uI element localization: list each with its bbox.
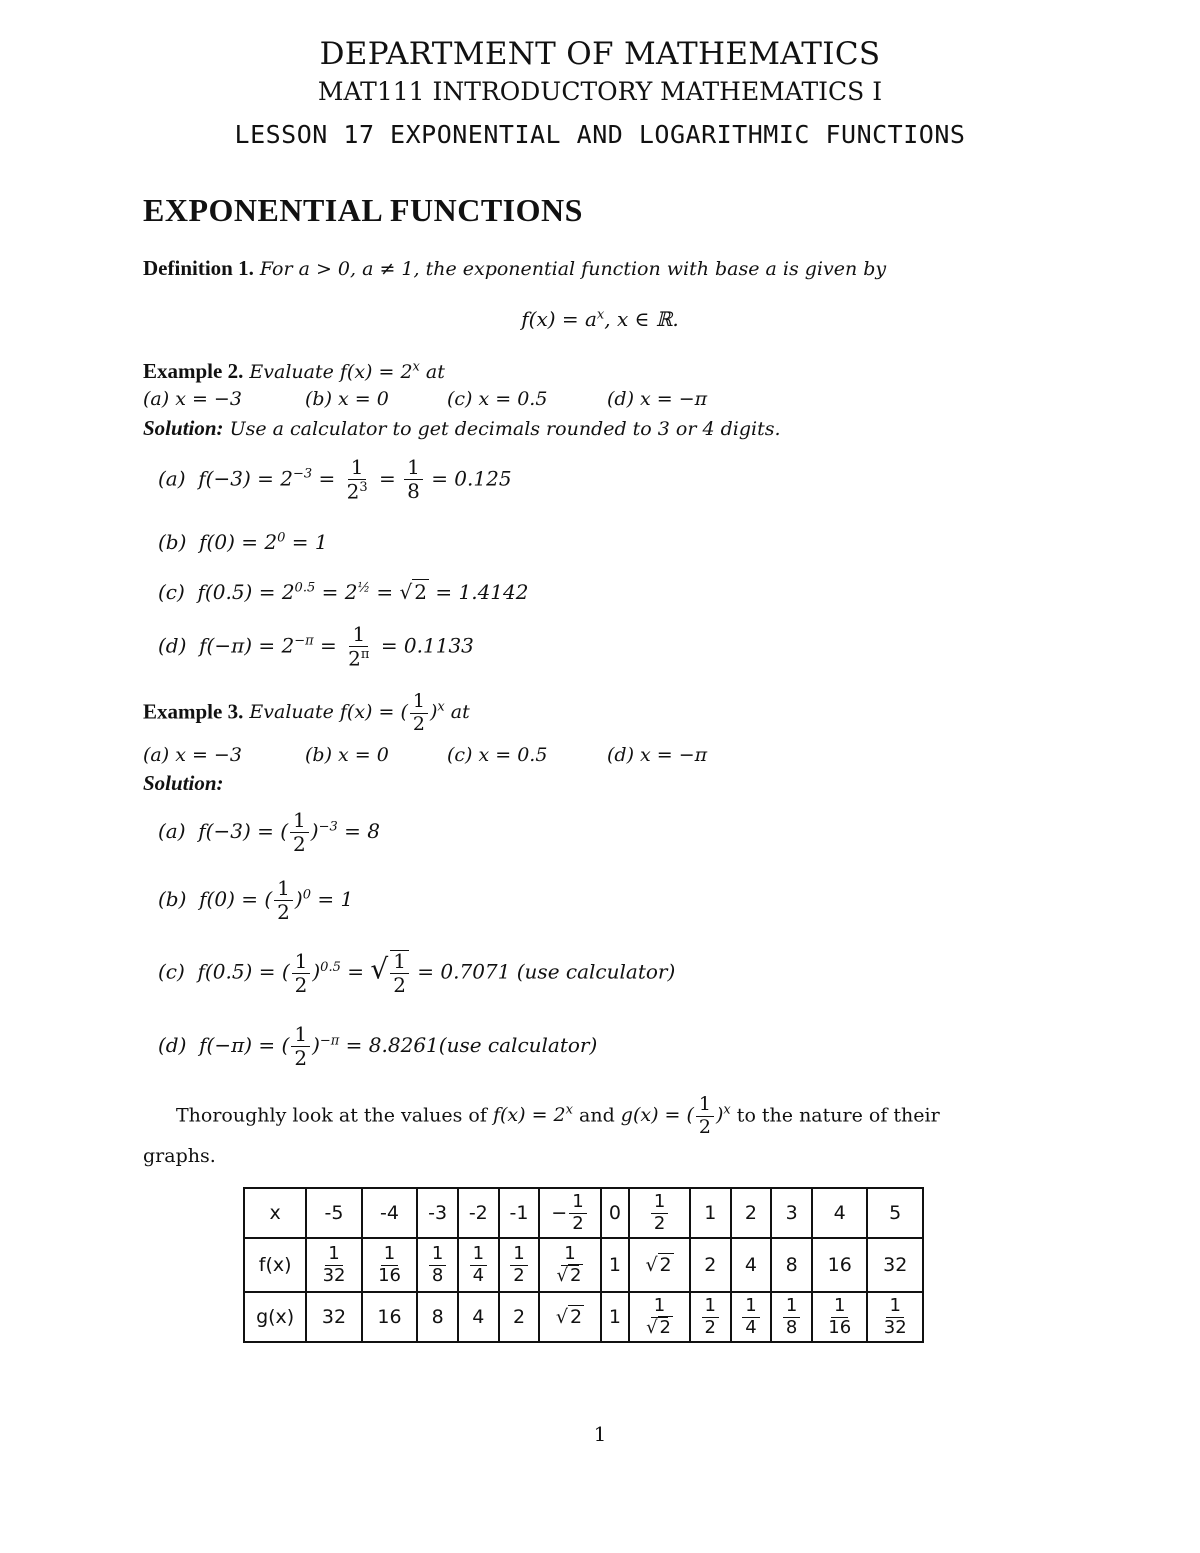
example2-option-d: (d) x = −π [607,388,708,410]
expr: f(−π) = ( [199,1033,290,1057]
fraction: $\frac{1}{2}$ [290,810,309,855]
example3-options [143,744,707,766]
example2-a [158,457,512,503]
example3-solution-label: Solution: [143,771,224,795]
table-cell: $\frac{1}{2}$ [629,1188,690,1238]
table-cell: $\frac{1}{√ 2}$ [539,1238,600,1292]
example2-prompt-tail: at [419,361,445,383]
example2-prompt: Evaluate f(x) = 2 [249,361,413,383]
formula-exponent: x [596,307,605,323]
example3-a: (a) f(−3) = ( $\frac{1}{2}$ )$^{-3}$ = 8 [158,808,380,856]
expr: f(0) = ( [199,887,273,911]
example2-solution-label: Solution: [143,416,224,440]
result: = 1.4142 [435,580,529,604]
item-tag: (b) [158,530,187,554]
example2-options [143,388,707,410]
table-cell: 8 [417,1292,458,1342]
department-title: DEPARTMENT OF MATHEMATICS [319,36,881,72]
table-cell: $\frac{1}{√ 2}$ [629,1292,690,1342]
example3-option-c: (c) x = 0.5 [447,744,548,766]
example2-solution [143,416,781,441]
paragraph-line1: Thoroughly look at the values of $f(x) = 2^x$ and g(x) = ( $\frac{1}{2}$ )$^x$ to the nature of their [176,1093,940,1138]
exp: 0.5 [294,580,316,596]
expr: f(0.5) = ( [197,959,290,984]
item-tag: (c) [158,959,185,984]
table-row [244,1238,923,1292]
table-cell: 4 [812,1188,868,1238]
example3-label: Example 3. [143,699,244,724]
example2-solution-text: Use a calculator to get decimals rounded to 3 or 4 digits. [223,418,781,440]
table-cell: $\frac{1}{32}$ [867,1292,923,1342]
item-tag: (a) [158,819,186,843]
table-cell: $\frac{1}{32}$ [306,1238,362,1292]
expr: f(−3) = 2 [198,466,293,491]
table-cell: √ 2 [629,1238,690,1292]
table-cell: 32 [306,1292,362,1342]
fraction: $\frac{1}{8}$ [404,457,423,502]
expr: f(0) = 2 [199,530,278,554]
course-title: MAT111 INTRODUCTORY MATHEMATICS I [317,77,883,106]
table-cell: 1 [601,1238,630,1292]
fraction: $\frac{1}{2}$ [390,950,409,996]
note: (use calculator) [516,959,676,984]
table-cell: 0 [601,1188,630,1238]
equals: = [347,959,364,984]
definition-text: For a > 0, a ≠ 1, the exponential function with base a is given by [259,258,887,280]
item-tag: (a) [158,466,186,491]
formula-domain: , x ∈ ℝ. [604,307,679,331]
table-cell: -3 [417,1188,458,1238]
example3-c: (c) f(0.5) = ( $\frac{1}{2}$ )$^{0.5}$ = √ $\frac{1}{2}$ = 0.7071 (use calculator) [158,948,676,997]
table-row [244,1292,923,1342]
table-cell: -1 [499,1188,540,1238]
row-label: f(x) [244,1238,306,1292]
fraction: $\frac{1}{2}$ [274,878,293,923]
example3-b: (b) f(0) = ( $\frac{1}{2}$ )$^0$ = 1 [158,876,354,924]
equals: = [318,466,336,491]
exp: −π [294,633,314,649]
expr: f(0.5) = 2 [197,580,295,604]
table-cell: 1 [601,1292,630,1342]
table-cell: √ 2 [539,1292,600,1342]
example3-d: (d) f(−π) = ( $\frac{1}{2}$ )$^{-\pi}$ = 8.8261(use calculator) [158,1022,598,1070]
expr: f(−π) = 2 [199,633,295,658]
example2-option-a: (a) x = −3 [143,388,242,410]
result: = 0.7071 [417,959,511,984]
equals: = [376,580,394,604]
fraction: $\frac{1}{2^3}$ [346,455,368,504]
formula-lhs: f(x) = a [521,307,597,331]
square-root: √ [370,952,389,986]
table-cell: 5 [867,1188,923,1238]
fraction: $\frac{1}{2^\pi}$ [348,622,370,671]
table-cell: − $\frac{1}{2}$ [539,1188,600,1238]
result: = 8.8261 [345,1033,439,1057]
table-cell: 4 [731,1238,772,1292]
fraction: $\frac{1}{2}$ [291,1024,310,1069]
table-cell: 32 [867,1238,923,1292]
example3-prompt: Evaluate f(x) = ( [249,701,408,724]
page-number: 1 [593,1422,607,1446]
example3-option-d: (d) x = −π [607,744,708,766]
example2-d [158,624,474,670]
example2-label: Example 2. [143,359,244,383]
table-cell: $\frac{1}{16}$ [362,1238,418,1292]
table-cell: 16 [812,1238,868,1292]
result: = 0.1133 [380,633,474,658]
example3-solution [143,771,224,796]
table-cell: -5 [306,1188,362,1238]
table-cell: 16 [362,1292,418,1342]
result: = 1 [291,530,328,554]
lesson-title: LESSON 17 EXPONENTIAL AND LOGARITHMIC FUNCTIONS [234,120,966,149]
square-root: √ 2 [399,580,428,604]
example3-heading: Example 3. Evaluate f(x) = ( $\frac{1}{2}$ )$^x$ at [143,690,470,735]
result: = 0.125 [431,466,512,491]
exp: ½ [357,580,371,596]
definition-formula [0,307,1200,331]
table-cell: $\frac{1}{2}$ [690,1292,731,1342]
result: = 1 [317,887,354,911]
table-cell: 2 [731,1188,772,1238]
table-cell: 2 [499,1292,540,1342]
table-cell: $\frac{1}{4}$ [458,1238,499,1292]
example2-heading [143,359,445,384]
table-cell: -2 [458,1188,499,1238]
table-cell: 2 [690,1238,731,1292]
table-cell: 4 [458,1292,499,1342]
example2-option-b: (b) x = 0 [305,388,389,410]
example2-c [158,580,528,604]
table-cell: $\frac{1}{2}$ [499,1238,540,1292]
section-title: EXPONENTIAL FUNCTIONS [143,192,583,228]
table-cell: 3 [771,1188,812,1238]
example3-option-b: (b) x = 0 [305,744,389,766]
values-table [243,1187,924,1343]
example3-option-a: (a) x = −3 [143,744,242,766]
definition-label: Definition 1. [143,256,254,280]
table-cell: $\frac{1}{16}$ [812,1292,868,1342]
equals: = [378,466,396,491]
table-cell: -4 [362,1188,418,1238]
note: (use calculator) [438,1033,598,1057]
table-cell: 8 [771,1238,812,1292]
table-cell: $\frac{1}{8}$ [771,1292,812,1342]
equals: = [320,633,337,658]
table-cell: $\frac{1}{4}$ [731,1292,772,1342]
item-tag: (c) [158,580,185,604]
table-cell: $\frac{1}{8}$ [417,1238,458,1292]
item-tag: (d) [158,1033,187,1057]
fraction: $\frac{1}{2}$ [292,951,311,996]
example2-b [158,530,328,554]
row-label: g(x) [244,1292,306,1342]
row-label: x [244,1188,306,1238]
table-cell: 1 [690,1188,731,1238]
paragraph-line2: graphs. [143,1145,216,1167]
item-tag: (d) [158,633,187,658]
example2-prompt-exp: x [412,359,420,375]
definition [143,256,886,281]
expr: f(−3) = ( [198,819,289,843]
item-tag: (b) [158,887,187,911]
table-row [244,1188,923,1238]
exp: −3 [292,466,313,482]
example2-option-c: (c) x = 0.5 [447,388,548,410]
result: = 8 [344,819,380,843]
exp: 0 [277,530,286,546]
expr-mid: = 2 [321,580,358,604]
